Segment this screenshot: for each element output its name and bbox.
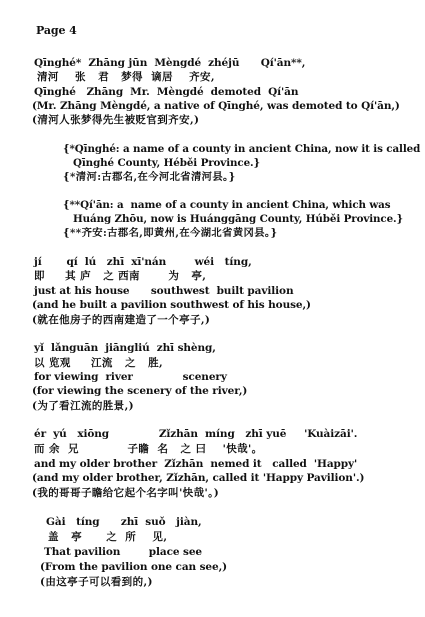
- stanza3-translation: (for viewing the scenery of the river,): [32, 385, 248, 397]
- stanza2-translation: (and he built a pavilion southwest of his house,): [32, 299, 311, 311]
- stanza1-chinese: (清河人张梦得先生被贬官到齐安,): [32, 114, 200, 126]
- page-label: Page 4: [36, 24, 77, 37]
- stanza4-chinese: (我的哥哥子瞻给它起个名字叫'快哉'。): [32, 487, 220, 499]
- stanza2-chars: 即 其 庐 之 西南 为 亭,: [34, 270, 207, 282]
- note1-line2: Qīnghé County, Héběi Province.}: [73, 157, 261, 169]
- stanza3-chars: 以 览观 江流 之 胜,: [34, 357, 164, 369]
- stanza5-gloss: That pavilion place see: [44, 546, 202, 558]
- stanza1-gloss: Qīnghé Zhāng Mr. Mèngdé demoted Qí'ān: [34, 86, 299, 98]
- note2-line2: Huáng Zhōu, now is Huánggāng County, Húběi Province.}: [73, 213, 404, 225]
- stanza4-chars: 而 余 兄 子瞻 名 之 曰 '快哉'。: [34, 443, 263, 455]
- note1-line1: {*Qīnghé: a name of a county in ancient China, now it is called: [63, 143, 421, 155]
- stanza1-translation: (Mr. Zhāng Mèngdé, a native of Qīnghé, was demoted to Qí'ān,): [32, 100, 400, 112]
- stanza4-pinyin: ér yú xiōng Zǐzhān míng zhī yuē 'Kuàizāi'.: [34, 428, 358, 440]
- stanza2-pinyin: jí qí lú zhī xī'nán wéi tíng,: [34, 256, 252, 268]
- stanza4-translation: (and my older brother, Zǐzhān, called it 'Happy Pavilion'.): [32, 472, 365, 484]
- stanza2-gloss: just at his house southwest built pavilion: [34, 285, 294, 297]
- stanza5-chinese: (由这亭子可以看到的,): [40, 576, 153, 588]
- stanza5-pinyin: Gài tíng zhī suǒ jiàn,: [46, 516, 202, 528]
- note2-line3: {**齐安:古郡名,即黄州,在今湖北省黄冈县。}: [63, 227, 278, 239]
- stanza1-chars: 清河 张 君 梦得 谪居 齐安,: [37, 71, 215, 83]
- stanza5-chars: 盖 亭 之 所 见,: [48, 531, 168, 543]
- stanza3-chinese: (为了看江流的胜景,): [32, 400, 134, 412]
- stanza4-gloss: and my older brother Zǐzhān nemed it called 'Happy': [34, 458, 358, 470]
- stanza3-gloss: for viewing river scenery: [34, 371, 227, 383]
- note1-line3: {*清河:古郡名,在今河北省清河县。}: [63, 171, 236, 183]
- stanza1-pinyin: Qīnghé* Zhāng jūn Mèngdé zhéjū Qí'ān**,: [34, 57, 306, 69]
- stanza3-pinyin: yǐ lǎnguān jiāngliú zhī shèng,: [34, 342, 216, 354]
- stanza5-translation: (From the pavilion one can see,): [40, 561, 228, 573]
- stanza2-chinese: (就在他房子的西南建造了一个亭子,): [32, 314, 211, 326]
- note2-line1: {**Qí'ān: a name of a county in ancient China, which was: [63, 199, 391, 211]
